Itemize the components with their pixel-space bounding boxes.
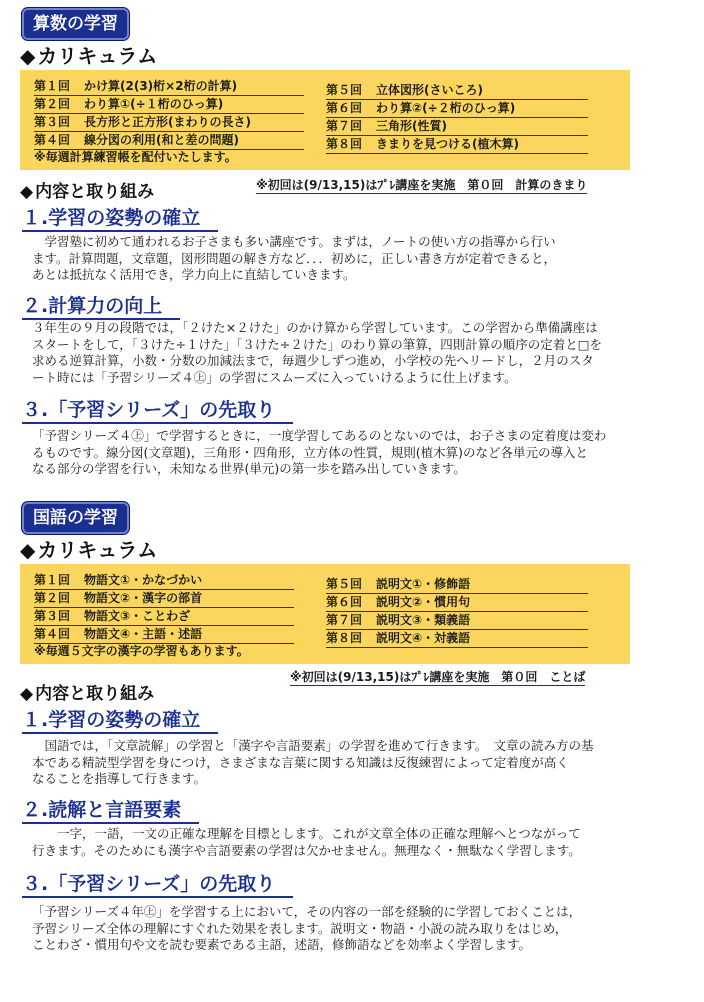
japanese-section-badge: 国語の学習	[22, 502, 129, 534]
math-topic-2-title: ２.計算力の向上	[22, 294, 180, 320]
japanese-topic-1-body: 国語では，「文章読解」の学習と「漢字や言語要素」の学習を進めて行きます。 文章の読み方の基 本である精読型学習を身につけ，さまざまな言葉に関する知識は反復練習によって定着度が高く なることを指導して行きます。	[32, 738, 594, 786]
curriculum-item: 第６回 説明文②・慣用句	[326, 594, 588, 612]
curriculum-item: 第８回 きまりを見つける(植木算)	[326, 136, 588, 154]
curriculum-item: 第７回 三角形(性質)	[326, 118, 588, 136]
math-section	[0, 0, 704, 490]
japanese-curriculum-heading: ◆ カリキュラム	[20, 538, 158, 562]
math-topic-1-body: 学習塾に初めて通われるお子さまも多い講座です。まずは，ノートの使い方の指導から行い ます。計算問題，文章題，図形問題の解き方など．．．初めに，正しい書き方が定着できると， あとは抵抗なく活用でき，学力向上に直結していきます。	[32, 234, 557, 282]
diamond-icon: ◆	[20, 182, 34, 202]
math-curriculum-right	[326, 82, 588, 154]
math-topic-3-title: ３.「予習シリーズ」の先取り	[22, 398, 293, 424]
japanese-content-heading: ◆ 内容と取り組み	[20, 684, 155, 704]
curriculum-item: 第１回 かけ算(2(3)桁×2桁の計算)	[34, 78, 304, 96]
japanese-curriculum-left	[34, 572, 294, 644]
curriculum-item: 第５回 立体図形(さいころ)	[326, 82, 588, 100]
math-topic-1-title: １.学習の姿勢の確立	[22, 206, 218, 232]
curriculum-item: 第２回 わり算①(÷１桁のひっ算)	[34, 96, 304, 114]
japanese-topic-1-title: １.学習の姿勢の確立	[22, 708, 218, 734]
japanese-curriculum-note: ※毎週５文字の漢字の学習もあります。	[34, 644, 249, 658]
japanese-curriculum-box	[20, 564, 630, 664]
math-first-session-note: ※初回は(9/13,15)はﾌﾟﾚ講座を実施 第０回 計算のきまり	[256, 178, 588, 192]
math-content-heading: ◆ 内容と取り組み	[20, 182, 155, 202]
diamond-icon: ◆	[20, 44, 36, 68]
japanese-topic-3-title: ３.「予習シリーズ」の先取り	[22, 872, 293, 898]
curriculum-item: 第４回 物語文④・主語・述語	[34, 626, 294, 644]
math-section-badge: 算数の学習	[22, 8, 129, 40]
curriculum-item: 第５回 説明文①・修飾語	[326, 576, 588, 594]
curriculum-item: 第３回 長方形と正方形(まわりの長さ)	[34, 114, 304, 132]
math-curriculum-box	[20, 70, 630, 170]
diamond-icon: ◆	[20, 538, 36, 562]
japanese-first-session-note: ※初回は(9/13,15)はﾌﾟﾚ講座を実施 第０回 ことば	[290, 670, 586, 684]
math-curriculum-heading: ◆ カリキュラム	[20, 44, 158, 68]
japanese-topic-3-body: 「予習シリーズ４年㊤」を学習する上において，その内容の一部を経験的に学習しておくことは， 予習シリーズ全体の理解にすぐれた効果を表します。説明文・物語・小説の読み取りをはじめ， ことわざ・慣用句や文を読む要素である主語，述語，修飾語などを効率よく学習します。	[32, 904, 582, 952]
curriculum-item: 第１回 物語文①・かなづかい	[34, 572, 294, 590]
japanese-section	[0, 496, 704, 1002]
math-topic-3-body: 「予習シリーズ４㊤」で学習するときに，一度学習してあるのとないのでは，お子さまの定着度は変わ るものです。線分図(文章題)，三角形・四角形，立方体の性質，規則(植木算)のなど各単元の導入と なる部分の学習を行い，未知なる世界(単元)の第一歩を踏み出していきます。	[32, 428, 607, 476]
japanese-curriculum-right	[326, 576, 588, 648]
math-curriculum-left	[34, 78, 304, 150]
japanese-topic-2-body: 一字，一語，一文の正確な理解を目標とします。これが文章全体の正確な理解へとつながって 行きます。そのためにも漢字や言語要素の学習は欠かせません。無理なく・無駄なく学習します。	[32, 826, 581, 858]
curriculum-item: 第３回 物語文③・ことわざ	[34, 608, 294, 626]
curriculum-item: 第２回 物語文②・漢字の部首	[34, 590, 294, 608]
curriculum-item: 第７回 説明文③・類義語	[326, 612, 588, 630]
japanese-topic-2-title: ２.読解と言語要素	[22, 798, 199, 824]
curriculum-item: 第８回 説明文④・対義語	[326, 630, 588, 648]
curriculum-item: 第４回 線分図の利用(和と差の問題)	[34, 132, 304, 150]
math-curriculum-note: ※毎週計算練習帳を配付いたします。	[34, 150, 237, 164]
math-topic-2-body: ３年生の９月の段階では，「２けた×２けた」のかけ算から学習しています。この学習から準備講座は スタートをして，「３けた÷１けた」「３けた÷２けた」のわり算の筆算，四則計算の順序の定着と□を 求める逆算計算，小数・分数の加減法まで，毎週少しずつ進め，小学校の先へリードし，２月のスタ ート時には「予習シリーズ４㊤」の学習にスムーズに入っていけるように仕上げます。	[32, 320, 603, 385]
diamond-icon: ◆	[20, 684, 34, 704]
curriculum-item: 第６回 わり算②(÷２桁のひっ算)	[326, 100, 588, 118]
